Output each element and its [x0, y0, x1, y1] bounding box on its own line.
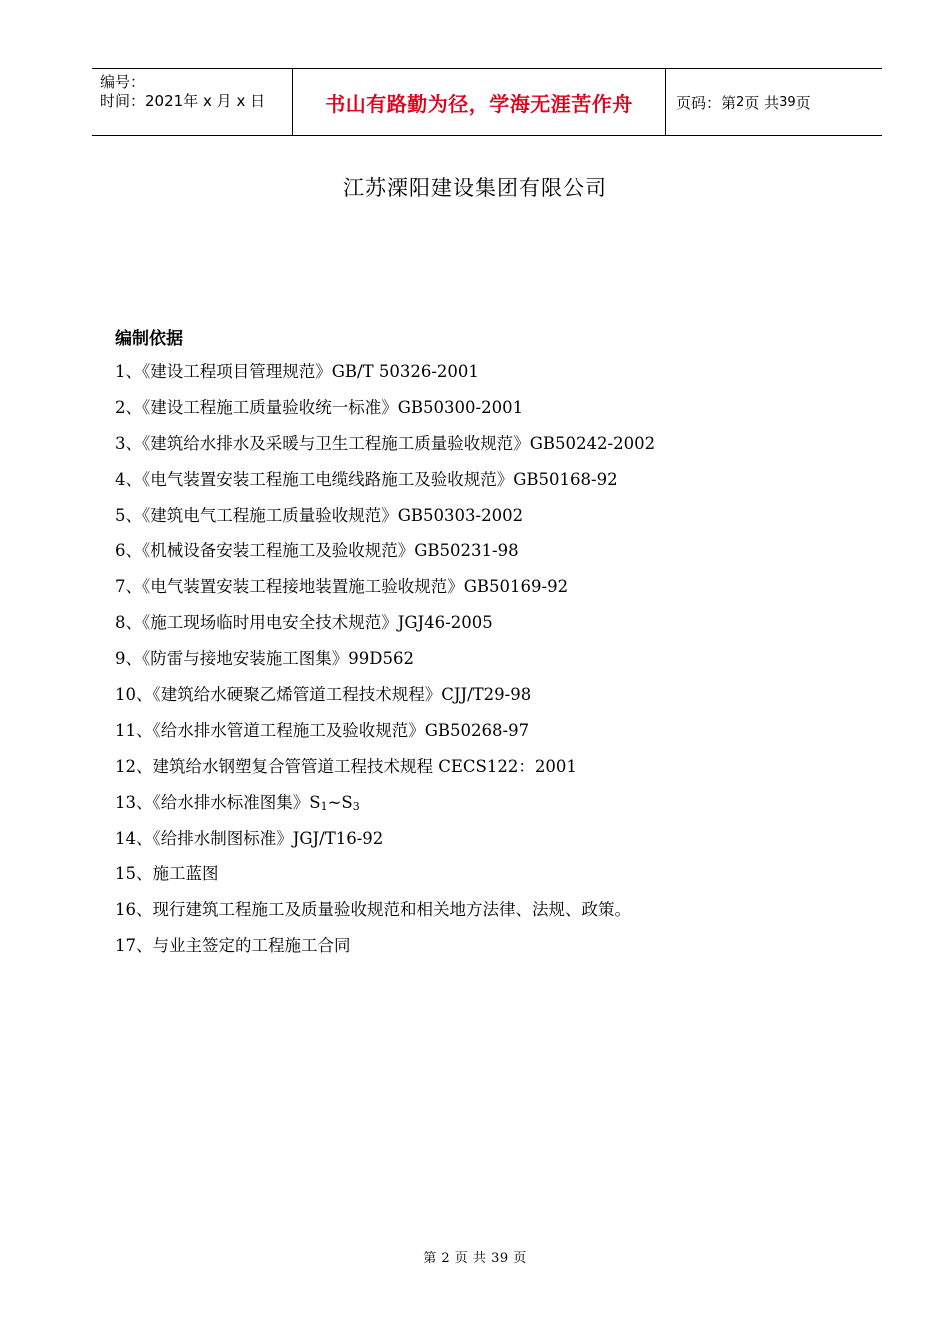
list-item: 8、《施工现场临时用电安全技术规范》JGJ46-2005: [115, 613, 493, 633]
time-year: 2021: [145, 92, 184, 110]
list-item: 14、《给排水制图标准》JGJ/T16-92: [115, 828, 384, 848]
serial-number-label: 编号：: [100, 73, 146, 91]
page-end: 页: [795, 93, 811, 112]
subscript-three: 3: [352, 799, 360, 813]
list-item: 17、与业主签定的工程施工合同: [115, 936, 351, 956]
company-name: 江苏溧阳建设集团有限公司: [343, 176, 607, 200]
reference-list: [115, 358, 655, 968]
list-item: 12、建筑给水钢塑复合管管道工程技术规程 CECS122：2001: [115, 756, 577, 776]
list-item: 2、《建设工程施工质量验收统一标准》GB50300-2001: [115, 397, 524, 417]
list-item-prefix: 13、《给水排水标准图集》S: [115, 792, 321, 812]
list-item: 10、《建筑给水硬聚乙烯管道工程技术规程》CJJ/T29-98: [115, 685, 532, 705]
page-total: 39: [779, 94, 796, 110]
list-item-tilde: ~S: [327, 792, 353, 812]
header-page-cell: [666, 69, 882, 135]
footer-total: 39: [491, 1251, 509, 1266]
list-item: [115, 789, 655, 825]
time-month-unit: 月: [216, 92, 232, 110]
footer-prefix: 第: [423, 1251, 437, 1266]
list-item: 15、施工蓝图: [115, 864, 219, 884]
list-item: 16、现行建筑工程施工及质量验收规范和相关地方法律、法规、政策。: [115, 900, 631, 920]
date-line: [100, 92, 292, 111]
section-title: 编制依据: [115, 329, 183, 349]
list-item: 9、《防雷与接地安装施工图集》99D562: [115, 649, 414, 669]
header-motto-cell: [293, 69, 666, 135]
page-label: 页码：第: [676, 93, 737, 112]
page-mid: 页 共: [744, 93, 780, 112]
motto-text: 书山有路勤为径，学海无涯苦作舟: [325, 91, 633, 116]
page-footer: [0, 1247, 950, 1266]
time-month: x: [203, 92, 212, 110]
list-item: 3、《建筑给水排水及采暖与卫生工程施工质量验收规范》GB50242-2002: [115, 433, 656, 453]
list-item: 7、《电气装置安装工程接地装置施工验收规范》GB50169-92: [115, 577, 569, 597]
footer-mid: 页 共: [454, 1251, 487, 1266]
page-header: [92, 68, 882, 136]
list-item: 5、《建筑电气工程施工质量验收规范》GB50303-2002: [115, 505, 524, 525]
list-item: 1、《建设工程项目管理规范》GB/T 50326-2001: [115, 362, 479, 381]
list-item: 6、《机械设备安装工程施工及验收规范》GB50231-98: [115, 541, 519, 561]
list-item: 11、《给水排水管道工程施工及验收规范》GB50268-97: [115, 720, 530, 740]
list-item: 4、《电气装置安装工程施工电缆线路施工及验收规范》GB50168-92: [115, 469, 618, 489]
time-day-unit: 日: [250, 92, 266, 110]
time-day: x: [236, 92, 246, 110]
footer-current: 2: [441, 1251, 451, 1266]
footer-suffix: 页: [513, 1251, 527, 1266]
subscript-one: 1: [320, 799, 328, 813]
time-year-unit: 年: [183, 92, 199, 110]
time-label: 时间：: [100, 92, 146, 110]
page-current: 2: [736, 94, 745, 110]
header-meta-cell: [92, 69, 293, 135]
